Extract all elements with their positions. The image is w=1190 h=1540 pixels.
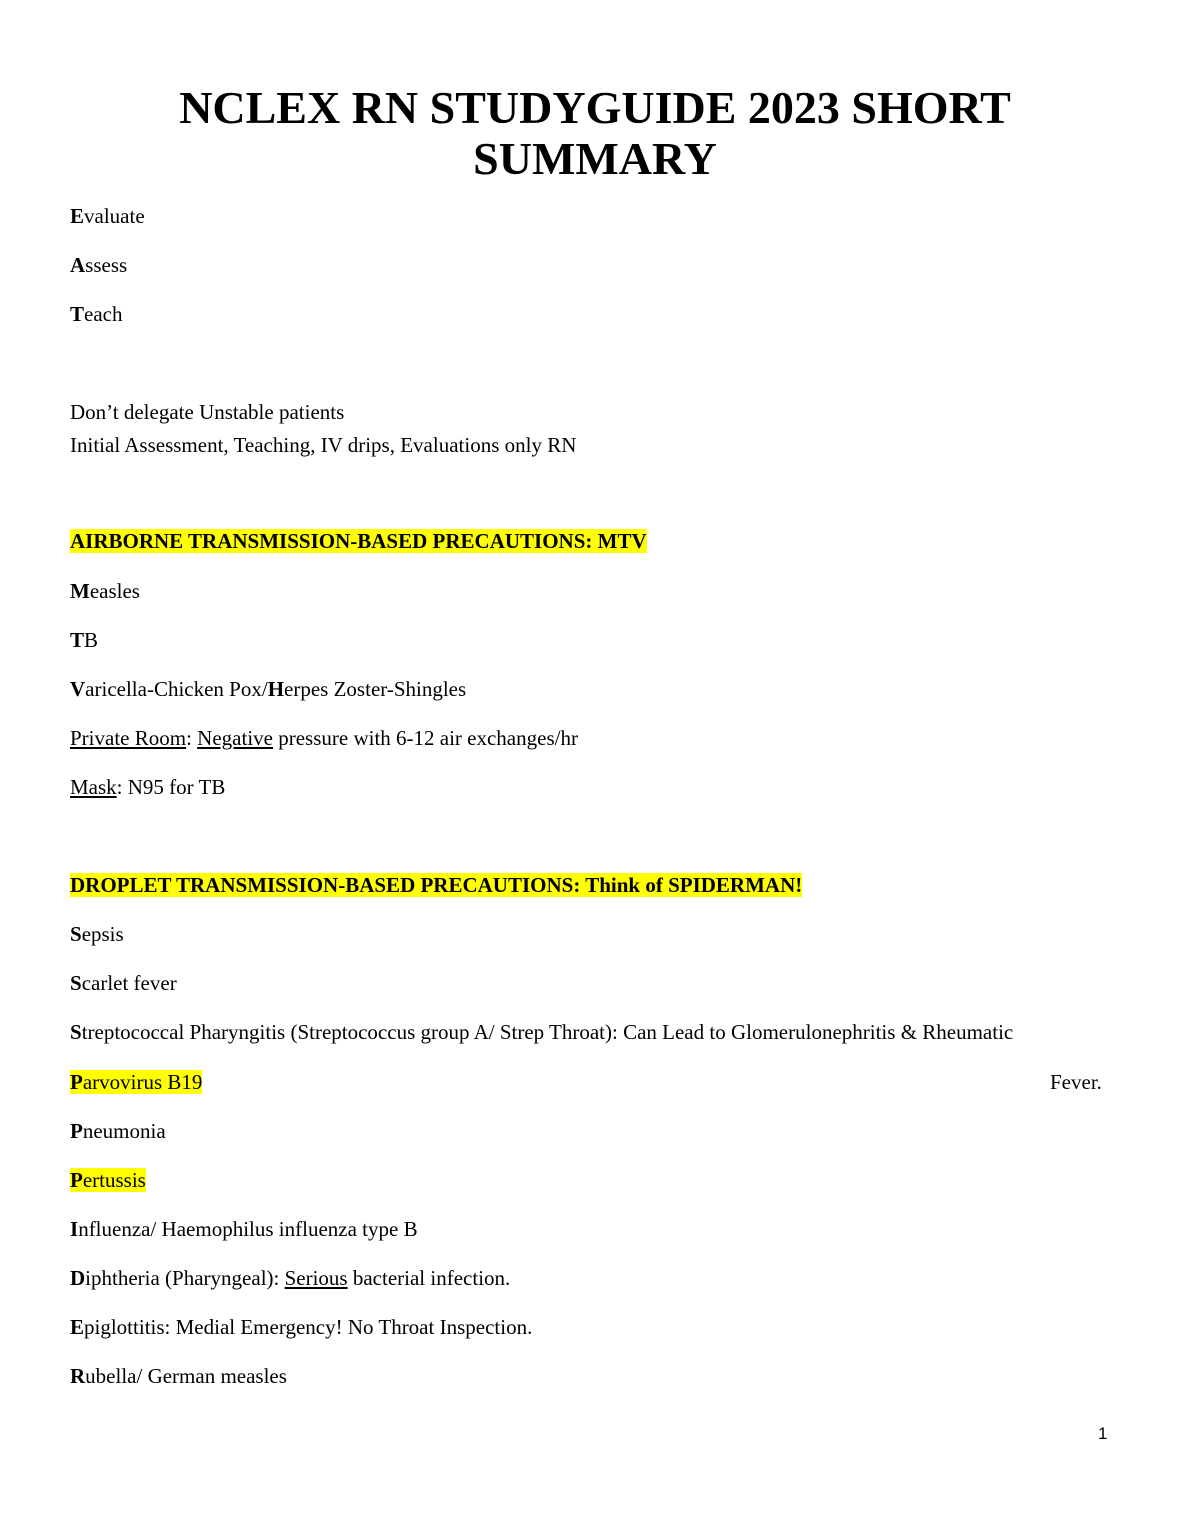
eat-item-teach: Teach	[70, 302, 123, 326]
droplet-item-influenza: Influenza/ Haemophilus influenza type B	[70, 1217, 418, 1241]
airborne-item-tb: TB	[70, 628, 99, 652]
page-title	[0, 82, 1190, 184]
droplet-item-epiglottitis: Epiglottitis: Medial Emergency! No Throat Inspection.	[70, 1315, 533, 1339]
title-line-1: NCLEX RN STUDYGUIDE 2023 SHORT	[179, 82, 1011, 133]
delegation-line-2: Initial Assessment, Teaching, IV drips, Evaluations only RN	[70, 433, 577, 457]
delegation-line-1: Don’t delegate Unstable patients	[70, 400, 345, 424]
airborne-private-room: Private Room: Negative pressure with 6-12 air exchanges/hr	[70, 726, 578, 750]
airborne-heading: AIRBORNE TRANSMISSION-BASED PRECAUTIONS: MTV	[70, 529, 647, 553]
droplet-item-diphtheria: Diphtheria (Pharyngeal): Serious bacterial infection.	[70, 1266, 511, 1290]
airborne-item-varicella: Varicella-Chicken Pox/Herpes Zoster-Shingles	[70, 677, 467, 701]
eat-item-assess: Assess	[70, 253, 128, 277]
airborne-item-measles: Measles	[70, 579, 140, 603]
droplet-item-strep: Streptococcal Pharyngitis (Streptococcus group A/ Strep Throat): Can Lead to Glomerulonephritis & Rheumatic	[70, 1020, 1014, 1044]
airborne-mask: Mask: N95 for TB	[70, 775, 226, 799]
droplet-item-rubella: Rubella/ German measles	[70, 1364, 287, 1388]
droplet-heading: DROPLET TRANSMISSION-BASED PRECAUTIONS: Think of SPIDERMAN!	[70, 873, 803, 897]
title-line-2: SUMMARY	[473, 133, 717, 184]
droplet-item-sepsis: Sepsis	[70, 922, 124, 946]
droplet-item-pneumonia: Pneumonia	[70, 1119, 166, 1143]
strep-continuation: Fever.	[1050, 1070, 1102, 1094]
eat-item-evaluate: Evaluate	[70, 204, 145, 228]
droplet-item-pertussis: Pertussis	[70, 1168, 146, 1192]
droplet-item-scarlet-fever: Scarlet fever	[70, 971, 177, 995]
droplet-item-parvovirus: Parvovirus B19	[70, 1070, 203, 1094]
page-number: 1	[1098, 1424, 1108, 1443]
